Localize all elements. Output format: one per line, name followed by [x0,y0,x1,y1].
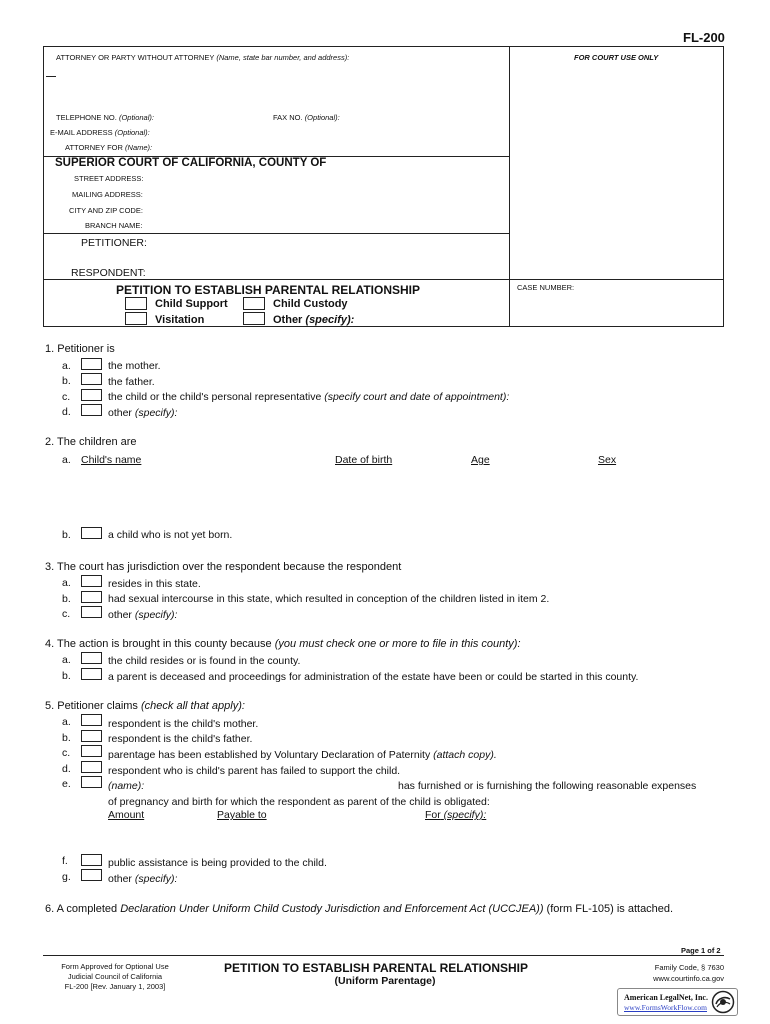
court-use-label: FOR COURT USE ONLY [574,53,659,62]
form-number: FL-200 [683,30,725,45]
item5-e-letter: e. [62,778,71,790]
item1-a-checkbox[interactable] [81,358,102,370]
item3-b-label: had sexual intercourse in this state, which resulted in conception of the children listed in item 2. [108,593,550,605]
petition-title: PETITION TO ESTABLISH PARENTAL RELATIONSHIP [116,283,421,297]
item1-b-checkbox[interactable] [81,373,102,385]
item5-f-letter: f. [62,855,68,867]
children-col-sex: Sex [598,454,617,466]
item5-e-name-label: (name): [108,780,145,792]
item5-e-label-cont: of pregnancy and birth for which the respondent as parent of the child is obligated: [108,796,490,808]
item2-b-letter: b. [62,529,71,541]
footer-subtitle: (Uniform Parentage) [334,975,436,987]
child-support-checkbox[interactable] [125,297,147,310]
item4-b-letter: b. [62,670,71,682]
other-label: Other (specify): [273,314,355,326]
item2-b-label: a child who is not yet born. [108,529,233,541]
children-col-dob: Date of birth [335,454,393,466]
item1-b-label: the father. [108,376,155,388]
item4-heading: 4. The action is brought in this county because (you must check one or more to file in this county): [45,638,521,650]
item5-g-letter: g. [62,871,71,883]
publisher-name: American LegalNet, Inc. [624,993,708,1002]
item5-d-label: respondent who is child's parent has failed to support the child. [108,765,401,777]
item5-d-checkbox[interactable] [81,761,102,773]
footer-code-block: Family Code, § 7630 www.courtinfo.ca.gov [653,963,724,983]
publisher-link[interactable]: www.FormsWorkFlow.com [624,1003,708,1012]
item3-a-label: resides in this state. [108,578,201,590]
item3-heading: 3. The court has jurisdiction over the respondent because the respondent [45,561,402,573]
branch-name-label: BRANCH NAME: [85,221,143,230]
footer-rule [43,955,724,956]
respondent-label: RESPONDENT: [71,267,146,279]
caption-divider [509,46,510,327]
attorney-label: ATTORNEY OR PARTY WITHOUT ATTORNEY (Name, state bar number, and address): [56,53,350,62]
children-col-name: Child's name [81,454,142,466]
telephone-label: TELEPHONE NO. (Optional): [56,113,154,122]
item5-b-label: respondent is the child's father. [108,733,253,745]
item3-a-checkbox[interactable] [81,575,102,587]
item1-c-checkbox[interactable] [81,389,102,401]
mailing-address-label: MAILING ADDRESS: [72,190,143,199]
attorney-input-mark[interactable] [46,76,56,77]
visitation-checkbox[interactable] [125,312,147,325]
item5-f-checkbox[interactable] [81,854,102,866]
case-number-label: CASE NUMBER: [517,283,575,292]
item1-a-label: the mother. [108,360,161,372]
item1-c-label: the child or the child's personal representative (specify court and date of appointment): [108,391,510,403]
page-number: Page 1 of 2 [681,946,721,955]
visitation-label: Visitation [155,314,205,326]
item3-c-letter: c. [62,608,71,620]
item4-b-label: a parent is deceased and proceedings for administration of the estate have been or could be started in this county. [108,671,639,683]
item3-c-label: other (specify): [108,609,178,621]
item1-c-letter: c. [62,391,71,403]
item5-b-letter: b. [62,732,71,744]
item3-b-checkbox[interactable] [81,591,102,603]
item1-heading: 1. Petitioner is [45,343,115,355]
fax-label: FAX NO. (Optional): [273,113,340,122]
expenses-col-for: For (specify): [425,809,487,821]
item5-a-label: respondent is the child's mother. [108,718,259,730]
item5-f-label: public assistance is being provided to the child. [108,857,327,869]
publisher-badge[interactable] [617,988,738,1016]
item1-a-letter: a. [62,360,71,372]
parties-divider [43,233,509,234]
child-custody-label: Child Custody [273,298,348,310]
footer-title: PETITION TO ESTABLISH PARENTAL RELATIONSHIP [224,961,529,975]
item5-g-checkbox[interactable] [81,869,102,881]
item5-e-checkbox[interactable] [81,776,102,788]
item5-c-checkbox[interactable] [81,745,102,757]
item4-a-letter: a. [62,654,71,666]
item2-a-letter: a. [62,454,71,466]
item6-text: 6. A completed Declaration Under Uniform Child Custody Jurisdiction and Enforcement Act (UCCJEA)) (form FL-105) is attached. [45,903,674,915]
item3-a-letter: a. [62,577,71,589]
child-support-label: Child Support [155,298,228,310]
item2-heading: 2. The children are [45,436,137,448]
street-address-label: STREET ADDRESS: [74,174,144,183]
item5-a-checkbox[interactable] [81,714,102,726]
attorney-for-label: ATTORNEY FOR (Name): [65,143,153,152]
publisher-globe-icon [711,990,735,1014]
item2-b-checkbox[interactable] [81,527,102,539]
item5-heading: 5. Petitioner claims (check all that apply): [45,700,245,712]
item5-d-letter: d. [62,763,71,775]
title-divider [43,279,724,280]
item3-c-checkbox[interactable] [81,606,102,618]
item1-d-checkbox[interactable] [81,404,102,416]
item3-b-letter: b. [62,593,71,605]
email-label: E-MAIL ADDRESS (Optional): [50,128,150,137]
child-custody-checkbox[interactable] [243,297,265,310]
item5-a-letter: a. [62,716,71,728]
children-col-age: Age [471,454,490,466]
item5-c-label: parentage has been established by Voluntary Declaration of Paternity (attach copy). [108,749,497,761]
expenses-col-amount: Amount [108,809,145,821]
item1-b-letter: b. [62,375,71,387]
item4-a-label: the child resides or is found in the county. [108,655,301,667]
form-approved-block: Form Approved for Optional Use Judicial Council of California FL-200 [Rev. January 1, 2003] [61,962,169,991]
item5-c-letter: c. [62,747,71,759]
expenses-col-payable: Payable to [217,809,267,821]
city-zip-label: CITY AND ZIP CODE: [69,206,143,215]
item5-g-label: other (specify): [108,873,178,885]
item5-b-checkbox[interactable] [81,730,102,742]
court-title: SUPERIOR COURT OF CALIFORNIA, COUNTY OF [55,157,327,169]
other-checkbox[interactable] [243,312,265,325]
item1-d-letter: d. [62,406,71,418]
item4-b-checkbox[interactable] [81,668,102,680]
petitioner-label: PETITIONER: [81,237,147,249]
item4-a-checkbox[interactable] [81,652,102,664]
item1-d-label: other (specify): [108,407,178,419]
item5-e-label: has furnished or is furnishing the following reasonable expenses [398,780,697,792]
